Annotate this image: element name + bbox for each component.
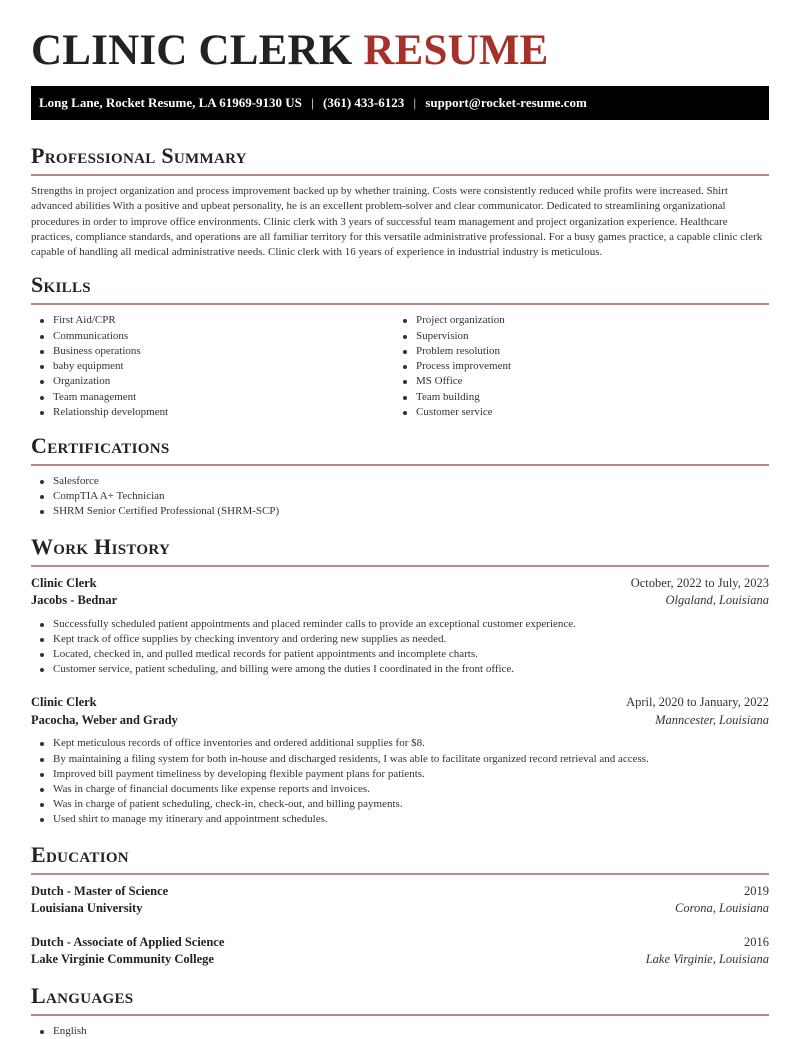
certifications-section [31,433,769,520]
education-degree-row [31,883,769,901]
skill-item: Organization [31,374,394,389]
job-title: Clinic Clerk [31,695,97,710]
skills-list-right [394,313,757,419]
education-year: 2019 [744,883,769,898]
job-duties-list [31,617,769,678]
certification-item: SHRM Senior Certified Professional (SHRM-SCP) [31,504,769,519]
skill-item: Problem resolution [394,344,757,359]
skills-grid [31,313,769,419]
job-dates: April, 2020 to January, 2022 [626,695,769,710]
section-divider [31,174,769,176]
education-section [31,842,769,969]
job-entry [31,575,769,678]
job-duty: By maintaining a filing system for both in-house and discharged residents, I was able to facilitate organized record retrieval and access. [31,752,769,767]
skill-item: Communications [31,329,394,344]
skill-item: MS Office [394,374,757,389]
language-item: English [31,1024,769,1039]
section-heading: Certifications [31,432,170,458]
summary-text: Strengths in project organization and process improvement backed up by whether training. Costs were consistently reduced while profits were increased. Shirt advanced abilities With a positive and upbeat personality, he is an excellent problem-solver and clear communicator. Dedicated to streamlining organizational procedures in order to improve office environments. Clinic clerk with 3 years of successful team management and project organization experience. Healthcare practices, compliance standards, and operations are all familiar territory for this versatile administrative professional. For a busy games practice, a capable clinic clerk capable of handling all medical administrative needs. Clinic clerk with 16 years of experience in industrial industry is meticulous. [31,185,763,259]
contact-phone[interactable]: (361) 433-6123 [323,95,405,110]
skills-list-left [31,313,394,419]
skill-item: Customer service [394,405,757,420]
job-duty: Kept track of office supplies by checking inventory and ordering new supplies as needed. [31,632,769,647]
section-divider [31,303,769,305]
job-duty: Kept meticulous records of office inventories and ordered additional supplies for $8. [31,736,769,751]
skill-item: Project organization [394,313,757,328]
education-degree-row [31,934,769,952]
job-header-row [31,694,769,712]
section-divider [31,565,769,567]
job-duty: Was in charge of patient scheduling, check-in, check-out, and billing payments. [31,797,769,812]
education-location: Corona, Louisiana [674,901,769,916]
job-company-row [31,712,769,730]
education-degree: Dutch - Associate of Applied Science [31,934,225,949]
job-duty: Improved bill payment timeliness by developing flexible payment plans for patients. [31,767,769,782]
skill-item: Relationship development [31,405,394,420]
job-company: Pacocha, Weber and Grady [31,712,178,727]
education-degree: Dutch - Master of Science [31,883,169,898]
education-school: Lake Virginie Community College [31,952,214,967]
certification-item: Salesforce [31,474,769,489]
resume-title [31,0,769,74]
education-entry [31,883,769,918]
job-entry [31,694,769,827]
section-divider [31,1014,769,1016]
job-duty: Was in charge of financial documents like expense reports and invoices. [31,782,769,797]
section-heading: Education [31,841,129,867]
job-duty: Customer service, patient scheduling, and billing were among the duties I coordinated in the front office. [31,662,769,677]
skill-item: First Aid/CPR [31,313,394,328]
certification-item: CompTIA A+ Technician [31,489,769,504]
skill-item: Process improvement [394,359,757,374]
title-main: CLINIC CLERK [31,27,353,74]
education-location: Lake Virginie, Louisiana [645,952,769,967]
contact-separator: | [413,95,417,110]
skills-section [31,272,769,419]
contact-address: Long Lane, Rocket Resume, LA 61969-9130 US [39,95,302,110]
contact-email[interactable]: support@rocket-resume.com [425,95,587,110]
job-dates: October, 2022 to July, 2023 [630,575,769,590]
section-divider [31,464,769,466]
job-duty: Located, checked in, and pulled medical records for patient appointments and incomplete charts. [31,647,769,662]
section-heading: Professional Summary [31,143,247,168]
work-history-section [31,534,769,828]
education-entry [31,934,769,969]
education-school-row [31,951,769,969]
languages-section [31,983,769,1039]
summary-section [31,143,769,260]
education-school: Louisiana University [31,901,143,916]
section-heading: Languages [31,982,134,1008]
section-heading: Work History [31,533,171,559]
skill-item: Team building [394,390,757,405]
job-location: Manncester, Louisiana [655,712,769,727]
skill-item: Business operations [31,344,394,359]
section-heading: Skills [31,272,91,298]
job-title: Clinic Clerk [31,575,97,590]
contact-bar [31,86,769,120]
contact-separator: | [311,95,314,110]
education-year: 2016 [744,934,769,949]
skill-item: baby equipment [31,359,394,374]
job-duty: Used shirt to manage my itinerary and appointment schedules. [31,812,769,827]
skill-item: Supervision [394,329,757,344]
certifications-list [31,474,769,520]
education-school-row [31,900,769,918]
job-company: Jacobs - Bednar [31,593,118,608]
title-accent: RESUME [363,27,549,74]
job-duty: Successfully scheduled patient appointments and placed reminder calls to provide an exceptional customer experience. [31,617,769,632]
job-header-row [31,575,769,593]
languages-list [31,1024,769,1039]
job-company-row [31,592,769,610]
job-location: Olgaland, Louisiana [665,593,769,608]
skill-item: Team management [31,390,394,405]
job-duties-list [31,736,769,827]
section-divider [31,873,769,875]
